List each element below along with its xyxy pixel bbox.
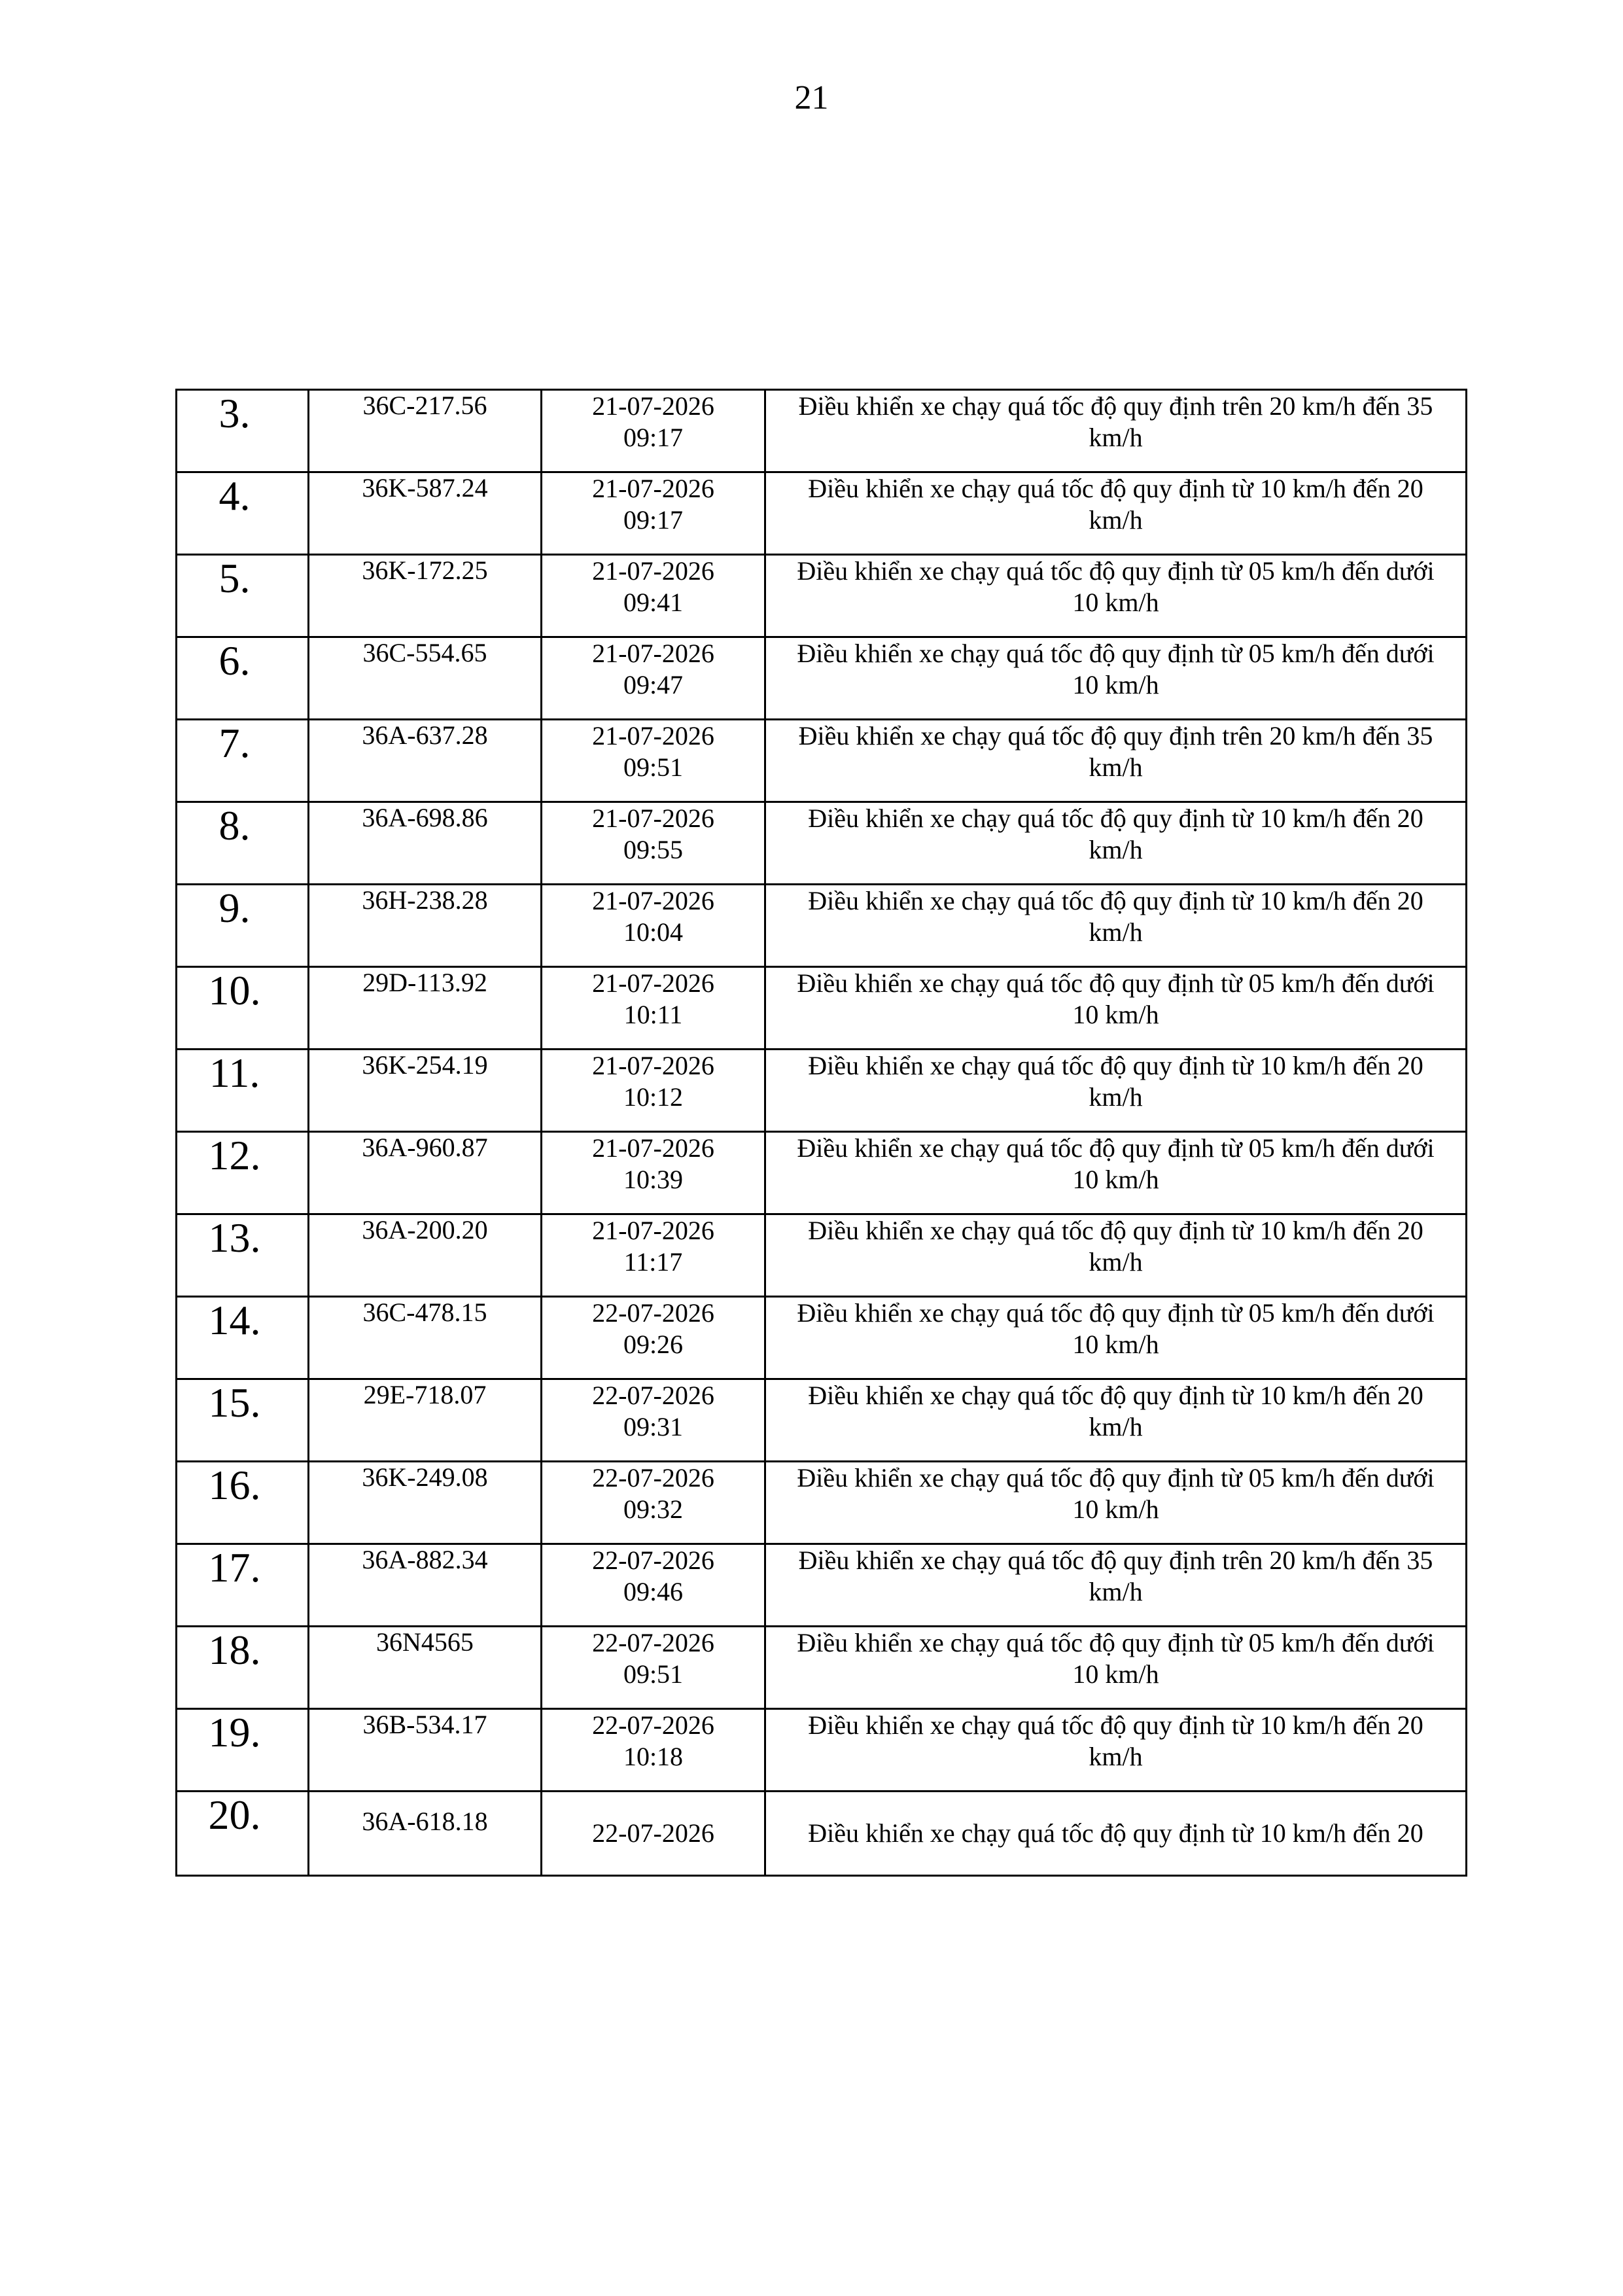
row-number: 11. [209,1050,260,1096]
violation-date: 22-07-2026 [592,1710,714,1740]
violation-description-cell [765,1544,1467,1627]
violation-datetime-cell [542,637,765,720]
violation-time: 10:39 [623,1165,684,1194]
license-plate: 36A-960.87 [309,1132,542,1214]
row-number-cell [177,555,309,637]
license-plate: 36B-534.17 [309,1709,542,1792]
row-number: 19. [208,1709,261,1756]
violation-description-line: km/h [1089,835,1143,864]
violation-datetime-cell [542,472,765,555]
table-row [177,1462,1467,1544]
row-number-cell [177,802,309,885]
row-number: 10. [208,967,261,1014]
violation-date: 22-07-2026 [592,1818,714,1848]
row-number: 18. [208,1627,261,1673]
violation-description-line: km/h [1089,1412,1143,1441]
violation-time: 09:17 [623,423,684,452]
violation-description-cell [765,1297,1467,1379]
violation-datetime-cell [542,1544,765,1627]
violation-time: 09:46 [623,1577,684,1606]
violation-time: 09:51 [623,752,684,782]
violation-date: 21-07-2026 [592,474,714,503]
row-number-cell [177,885,309,967]
violation-date: 21-07-2026 [592,556,714,586]
violation-time: 11:17 [623,1247,683,1277]
table-row [177,1627,1467,1709]
row-number-cell [177,1132,309,1214]
violation-description-line: Điều khiển xe chạy quá tốc độ quy định từ 10 km/h đến 20 [808,474,1423,503]
violation-description-cell [765,555,1467,637]
violation-date: 21-07-2026 [592,391,714,421]
violation-description-line: km/h [1089,752,1143,782]
violation-description-line: Điều khiển xe chạy quá tốc độ quy định từ 10 km/h đến 20 [808,1710,1423,1740]
violation-time: 10:04 [623,917,684,947]
violation-time: 09:32 [623,1494,684,1524]
table-row [177,720,1467,802]
violation-description-line: Điều khiển xe chạy quá tốc độ quy định từ 05 km/h đến dưới [797,1463,1435,1492]
license-plate: 36K-254.19 [309,1050,542,1132]
violation-datetime-cell [542,390,765,472]
row-number-cell [177,472,309,555]
violation-description-line: 10 km/h [1072,588,1159,617]
violation-datetime-cell [542,1297,765,1379]
license-plate: 36C-217.56 [309,390,542,472]
license-plate: 29E-718.07 [309,1379,542,1462]
violation-date: 21-07-2026 [592,886,714,915]
violation-description-line: 10 km/h [1072,1000,1159,1029]
violations-table [175,389,1467,1877]
table-row [177,802,1467,885]
violation-description-cell [765,720,1467,802]
violation-description-line: Điều khiển xe chạy quá tốc độ quy định từ 05 km/h đến dưới [797,1133,1435,1163]
violation-description-line: 10 km/h [1072,1494,1159,1524]
violation-description-line: Điều khiển xe chạy quá tốc độ quy định trên 20 km/h đến 35 [798,721,1433,751]
table-row [177,637,1467,720]
violation-datetime-cell [542,720,765,802]
violation-description-cell [765,802,1467,885]
violation-datetime-cell [542,1462,765,1544]
violation-description-line: km/h [1089,1247,1143,1277]
violation-description-line: km/h [1089,1082,1143,1112]
table-row [177,1544,1467,1627]
violation-description-line: Điều khiển xe chạy quá tốc độ quy định từ 10 km/h đến 20 [808,886,1423,915]
violation-description-line: Điều khiển xe chạy quá tốc độ quy định trên 20 km/h đến 35 [798,1545,1433,1575]
violation-description-line: Điều khiển xe chạy quá tốc độ quy định từ 10 km/h đến 20 [808,1216,1423,1245]
violation-date: 21-07-2026 [592,721,714,751]
violation-description-line: Điều khiển xe chạy quá tốc độ quy định từ 05 km/h đến dưới [797,1298,1435,1328]
violation-description-line: Điều khiển xe chạy quá tốc độ quy định từ 10 km/h đến 20 [808,804,1423,833]
violation-datetime-cell [542,1050,765,1132]
table-row [177,1379,1467,1462]
violation-date: 21-07-2026 [592,1133,714,1163]
violation-description-cell [765,1709,1467,1792]
violation-time: 09:51 [623,1659,684,1689]
row-number: 8. [218,802,251,849]
violation-description-line: 10 km/h [1072,670,1159,699]
violation-description-cell [765,637,1467,720]
license-plate: 29D-113.92 [309,967,542,1050]
row-number: 13. [208,1214,261,1261]
row-number: 16. [208,1462,261,1508]
violation-time: 09:31 [623,1412,684,1441]
page-number: 21 [794,79,829,116]
violation-date: 22-07-2026 [592,1545,714,1575]
violation-time: 09:26 [623,1330,684,1359]
row-number-cell [177,967,309,1050]
violation-description-line: Điều khiển xe chạy quá tốc độ quy định từ 10 km/h đến 20 [808,1051,1423,1080]
license-plate: 36K-587.24 [309,472,542,555]
table-row [177,1214,1467,1297]
violation-date: 21-07-2026 [592,1216,714,1245]
row-number-cell [177,1709,309,1792]
violation-date: 22-07-2026 [592,1381,714,1410]
table-row [177,1709,1467,1792]
table-row [177,1050,1467,1132]
violation-time: 09:47 [623,670,684,699]
table-row [177,967,1467,1050]
violation-datetime-cell [542,1709,765,1792]
license-plate: 36A-200.20 [309,1214,542,1297]
violation-datetime-cell [542,967,765,1050]
violation-description-cell [765,1050,1467,1132]
row-number-cell [177,1544,309,1627]
license-plate: 36C-554.65 [309,637,542,720]
violation-date: 22-07-2026 [592,1463,714,1492]
violation-datetime-cell [542,1792,765,1876]
violation-description-line: km/h [1089,505,1143,535]
violations-table-body [177,390,1467,1876]
table-row [177,1792,1467,1876]
violation-time: 09:55 [623,835,684,864]
row-number-cell [177,1462,309,1544]
violation-date: 22-07-2026 [592,1628,714,1657]
row-number-cell [177,1297,309,1379]
violation-date: 21-07-2026 [592,968,714,998]
violation-description-cell [765,1627,1467,1709]
violation-description-line: km/h [1089,1577,1143,1606]
license-plate: 36H-238.28 [309,885,542,967]
violation-datetime-cell [542,1132,765,1214]
violation-datetime-cell [542,885,765,967]
table-row [177,1132,1467,1214]
violation-description-line: km/h [1089,423,1143,452]
violation-date: 21-07-2026 [592,639,714,668]
violation-description-line: 10 km/h [1072,1659,1159,1689]
violation-description-line: Điều khiển xe chạy quá tốc độ quy định từ 05 km/h đến dưới [797,1628,1435,1657]
violation-date: 21-07-2026 [592,804,714,833]
table-row [177,885,1467,967]
violation-description-cell [765,1214,1467,1297]
license-plate: 36C-478.15 [309,1297,542,1379]
row-number: 6. [218,637,251,684]
violation-time: 09:17 [623,505,684,535]
license-plate: 36A-698.86 [309,802,542,885]
violation-date: 22-07-2026 [592,1298,714,1328]
row-number-cell [177,1050,309,1132]
violation-description-cell [765,390,1467,472]
row-number-cell [177,720,309,802]
table-row [177,555,1467,637]
violation-datetime-cell [542,1214,765,1297]
violation-description-line: 10 km/h [1072,1330,1159,1359]
violation-description-line: km/h [1089,1742,1143,1771]
license-plate: 36N4565 [309,1627,542,1709]
table-row [177,390,1467,472]
license-plate: 36K-249.08 [309,1462,542,1544]
row-number: 3. [218,390,251,436]
violation-description-line: Điều khiển xe chạy quá tốc độ quy định từ 05 km/h đến dưới [797,968,1435,998]
table-row [177,472,1467,555]
violation-datetime-cell [542,1379,765,1462]
violation-description-cell [765,1462,1467,1544]
row-number-cell [177,1214,309,1297]
violation-description-line: 10 km/h [1072,1165,1159,1194]
row-number: 15. [208,1379,261,1426]
violation-description-cell [765,885,1467,967]
license-plate: 36A-637.28 [309,720,542,802]
row-number: 5. [218,555,251,601]
violation-description-line: Điều khiển xe chạy quá tốc độ quy định từ 10 km/h đến 20 [808,1381,1423,1410]
violation-datetime-cell [542,1627,765,1709]
violation-description-line: km/h [1089,917,1143,947]
license-plate: 36A-618.18 [309,1792,542,1876]
violation-date: 21-07-2026 [592,1051,714,1080]
row-number-cell [177,390,309,472]
row-number: 12. [208,1132,261,1178]
row-number: 17. [208,1544,261,1591]
violation-description-cell [765,1379,1467,1462]
violation-description-cell [765,967,1467,1050]
violation-description-cell [765,1792,1467,1876]
violation-description-line: Điều khiển xe chạy quá tốc độ quy định từ 05 km/h đến dưới [797,639,1435,668]
row-number-cell [177,637,309,720]
row-number: 7. [218,720,251,766]
row-number: 14. [208,1297,261,1343]
license-plate: 36A-882.34 [309,1544,542,1627]
violation-description-line: Điều khiển xe chạy quá tốc độ quy định từ 10 km/h đến 20 [808,1818,1423,1848]
violation-description-cell [765,1132,1467,1214]
violation-time: 10:12 [623,1082,684,1112]
row-number: 4. [218,472,251,519]
row-number: 9. [218,885,251,931]
row-number-cell [177,1379,309,1462]
license-plate: 36K-172.25 [309,555,542,637]
violation-description-cell [765,472,1467,555]
violation-time: 10:18 [623,1742,684,1771]
violation-datetime-cell [542,555,765,637]
table-row [177,1297,1467,1379]
row-number-cell [177,1792,309,1876]
violation-time: 09:41 [623,588,684,617]
violation-datetime-cell [542,802,765,885]
violation-description-line: Điều khiển xe chạy quá tốc độ quy định trên 20 km/h đến 35 [798,391,1433,421]
violation-description-line: Điều khiển xe chạy quá tốc độ quy định từ 05 km/h đến dưới [797,556,1435,586]
row-number: 20. [208,1792,261,1838]
violation-time: 10:11 [623,1000,683,1029]
row-number-cell [177,1627,309,1709]
